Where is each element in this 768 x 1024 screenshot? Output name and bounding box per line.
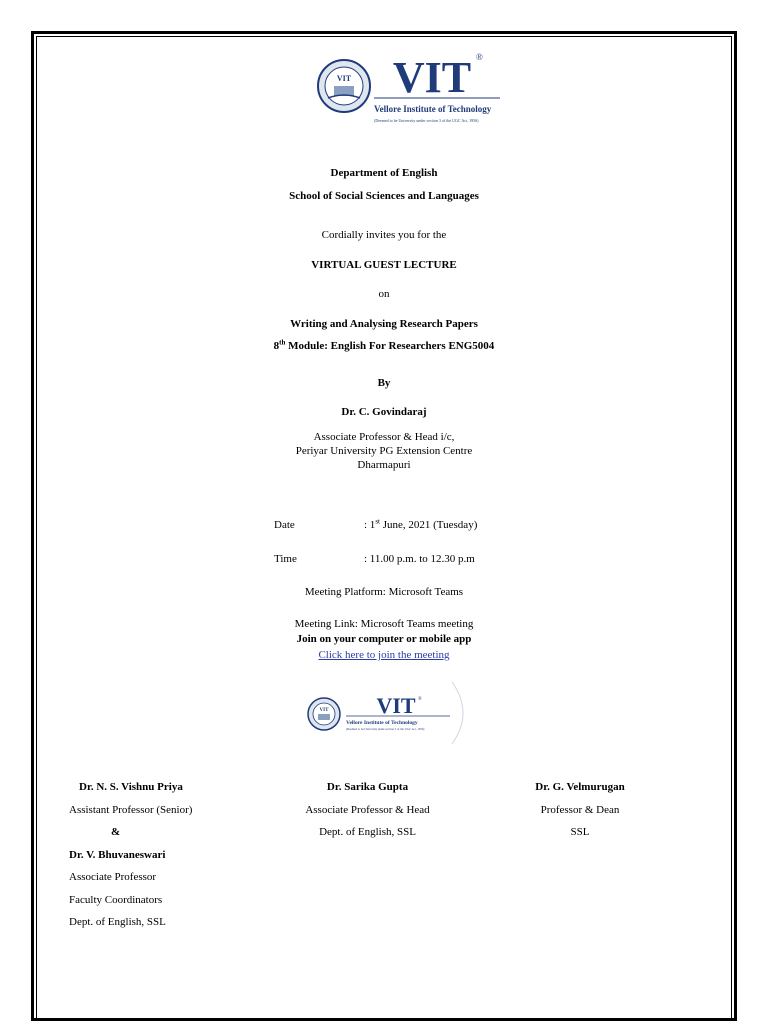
institute-name-small: Vellore Institute of Technology	[346, 720, 418, 726]
date-sup: st	[375, 517, 380, 526]
speaker-position: Associate Professor & Head i/c,	[313, 431, 455, 443]
ampersand: &	[111, 826, 121, 838]
module-sup: th	[279, 338, 286, 347]
module-line	[0, 340, 768, 352]
invite-intro: Cordially invites you for the	[321, 229, 447, 241]
join-link-wrap	[0, 649, 768, 661]
coordinator2-name: Dr. V. Bhuvaneswari	[69, 848, 166, 861]
dean-dept: SSL	[570, 826, 590, 838]
speaker-affiliation: Periyar University PG Extension Centre	[295, 445, 473, 457]
coordinator2-title: Associate Professor	[69, 871, 157, 883]
coordinators-dept: Dept. of English, SSL	[69, 916, 166, 928]
module-number: 8	[273, 340, 280, 352]
event-type: VIRTUAL GUEST LECTURE	[311, 259, 457, 271]
seal-text-small: VIT	[319, 708, 329, 713]
hod-title: Associate Professor & Head	[305, 803, 430, 816]
registered-mark: ®	[476, 52, 483, 62]
speaker-location: Dharmapuri	[357, 459, 411, 471]
deemed-line-small: (Deemed to be University under section 3 of the UGC Act, 1956)	[346, 727, 425, 731]
vit-wordmark: VIT	[392, 53, 472, 102]
hod-dept: Dept. of English, SSL	[319, 826, 416, 838]
date-value	[364, 519, 477, 531]
institute-name: Vellore Institute of Technology	[374, 104, 492, 114]
date-prefix: : 1	[364, 519, 376, 531]
department-title: Department of English	[330, 167, 438, 179]
meeting-platform: Meeting Platform: Microsoft Teams	[304, 586, 464, 598]
deemed-line: (Deemed to be University under section 3 of the UGC Act, 1956)	[374, 118, 479, 123]
hod-block	[280, 776, 455, 844]
vit-seal-small-icon	[308, 698, 340, 730]
by-text: By	[377, 377, 391, 389]
registered-mark-small: ®	[418, 697, 422, 702]
coordinator1-name: Dr. N. S. Vishnu Priya	[79, 781, 183, 793]
date-label: Date	[274, 519, 295, 531]
school-title: School of Social Sciences and Languages	[289, 190, 479, 202]
module-text: Module: English For Researchers ENG5004	[285, 340, 495, 352]
hod-name: Dr. Sarika Gupta	[326, 781, 409, 793]
join-meeting-link[interactable]: Click here to join the meeting	[318, 649, 450, 661]
vit-wordmark-small: VIT	[376, 693, 416, 718]
coordinators-role: Faculty Coordinators	[69, 893, 163, 906]
coordinator1-title: Assistant Professor (Senior)	[69, 803, 193, 816]
time-value: : 11.00 p.m. to 12.30 p.m	[364, 553, 475, 565]
dean-name: Dr. G. Velmurugan	[535, 781, 625, 793]
meeting-link-label: Meeting Link: Microsoft Teams meeting	[294, 618, 474, 630]
speaker-name: Dr. C. Govindaraj	[341, 406, 427, 418]
dean-title: Professor & Dean	[540, 803, 620, 816]
seal-text: VIT	[336, 74, 352, 83]
coordinators-block	[69, 776, 239, 934]
vit-seal-icon	[318, 60, 370, 112]
lecture-title: Writing and Analysing Research Papers	[290, 318, 478, 330]
time-label: Time	[274, 553, 297, 565]
vit-logo-bottom	[302, 678, 472, 748]
on-text: on	[378, 288, 390, 300]
dean-block	[520, 776, 640, 844]
date-rest: June, 2021 (Tuesday)	[379, 519, 478, 531]
vit-logo-top	[314, 48, 504, 128]
join-text: Join on your computer or mobile app	[296, 633, 472, 645]
